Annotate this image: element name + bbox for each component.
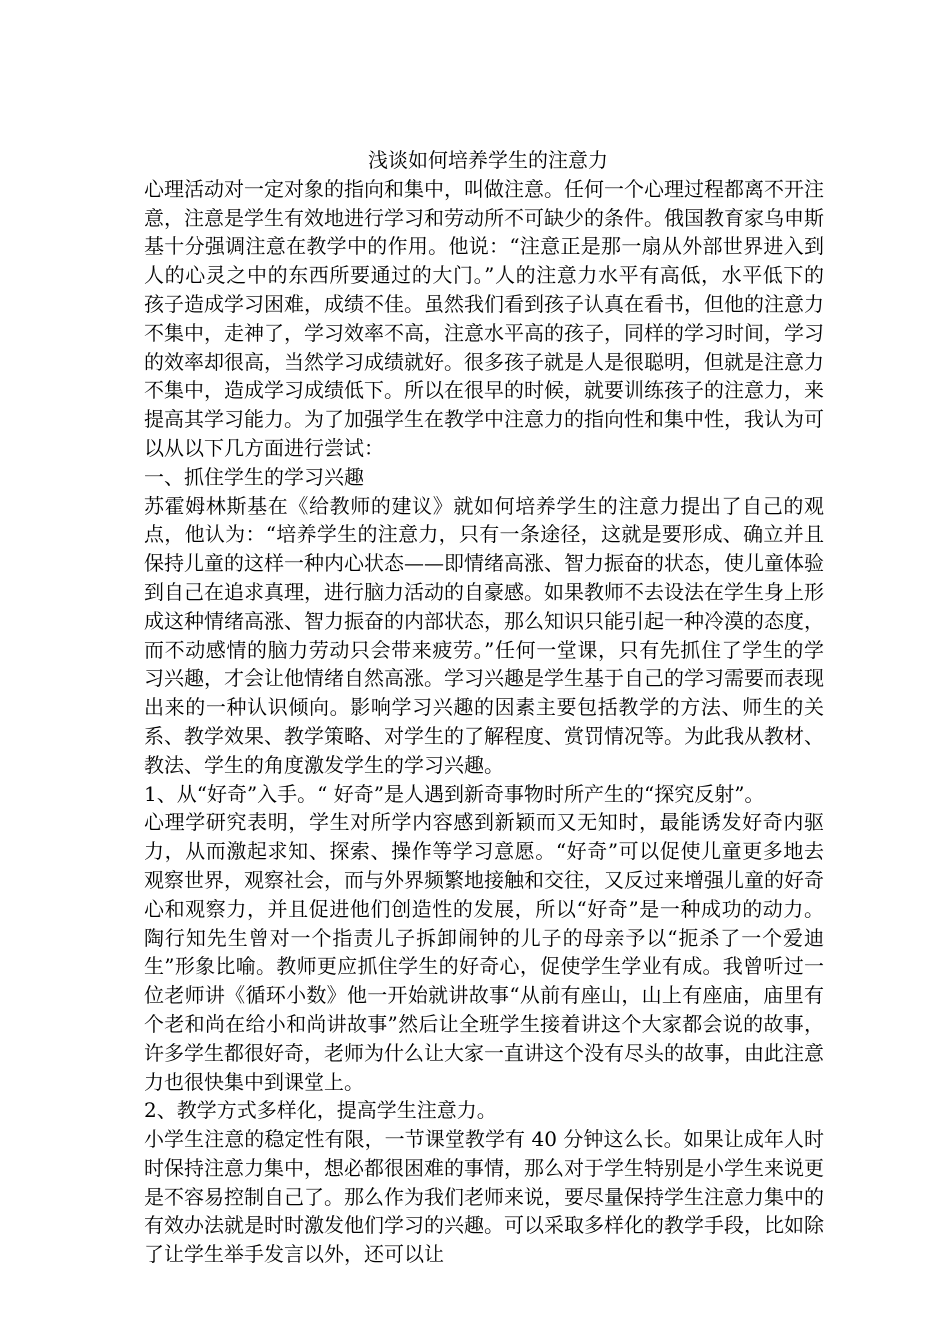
document-title: 浅谈如何培养学生的注意力 <box>368 148 608 172</box>
paragraph-curiosity-heading: 1、从“好奇”入手。“ 好奇”是人遇到新奇事物时所产生的“探究反射”。 <box>144 781 765 806</box>
paragraph-intro: 心理活动对一定对象的指向和集中，叫做注意。任何一个心理过程都离不开注意，注意是学生有效地进行学习和劳动所不可缺少的条件。俄国教育家乌申斯基十分强调注意在教学中的作用。他说：“注意正是那一扇从外部世界进入到人的心灵之中的东西所要通过的大门。”人的注意力水平有高低，水平低下的孩子造成学习困难，成绩不佳。虽然我们看到孩子认真在看书，但他的注意力不集中，走神了，学习效率不高，注意水平高的孩子，同样的学习时间，学习的效率却很高，当然学习成绩就好。很多孩子就是人是很聪明，但就是注意力不集中，造成学习成绩低下。所以在很早的时候，就要训练孩子的注意力，来提高其学习能力。为了加强学生在教学中注意力的指向性和集中性，我认为可以从以下几方面进行尝试： <box>144 176 824 460</box>
paragraph-teaching-methods: 小学生注意的稳定性有限，一节课堂教学有 40 分钟这么长。如果让成年人时时保持注意力集中，想必都很困难的事情，那么对于学生特别是小学生来说更是不容易控制自己了。那么作为我们老师来说，要尽量保持学生注意力集中的有效办法就是时时激发他们学习的兴趣。可以采取多样化的教学手段，比如除了让学生举手发言以外，还可以让 <box>144 1127 824 1267</box>
paragraph-suhomlinsky: 苏霍姆林斯基在《给教师的建议》就如何培养学生的注意力提出了自己的观点，他认为：“培养学生的注意力，只有一条途径，这就是要形成、确立并且保持儿童的这样一种内心状态——即情绪高涨、智力振奋的状态，使儿童体验到自己在追求真理，进行脑力活动的自豪感。如果教师不去设法在学生身上形成这种情绪高涨、智力振奋的内部状态，那么知识只能引起一种冷漠的态度，而不动感情的脑力劳动只会带来疲劳。”任何一堂课，只有先抓住了学生的学习兴趣，才会让他情绪自然高涨。学习兴趣是学生基于自己的学习需要而表现出来的一种认识倾向。影响学习兴趣的因素主要包括教学的方法、师生的关系、教学效果、教学策略、对学生的了解程度、赏罚情况等。为此我从教材、教法、学生的角度激发学生的学习兴趣。 <box>144 493 824 777</box>
section-heading-1: 一、抓住学生的学习兴趣 <box>144 464 364 489</box>
document-body <box>144 146 824 1269</box>
paragraph-curiosity: 心理学研究表明，学生对所学内容感到新颖而又无知时，最能诱发好奇内驱力，从而激起求知、探索、操作等学习意愿。“好奇”可以促使儿童更多地去观察世界，观察社会，而与外界频繁地接触和交往，又反过来增强儿童的好奇心和观察力，并且促进他们创造性的发展，所以“好奇”是一种成功的动力。陶行知先生曾对一个指责儿子拆卸闹钟的儿子的母亲予以“扼杀了一个爱迪生”形象比喻。教师更应抓住学生的好奇心，促使学生学业有成。我曾听过一位老师讲《循环小数》他一开始就讲故事“从前有座山，山上有座庙，庙里有个老和尚在给小和尚讲故事”然后让全班学生接着讲这个大家都会说的故事，许多学生都很好奇，老师为什么让大家一直讲这个没有尽头的故事，由此注意力也很快集中到课堂上。 <box>144 810 824 1094</box>
section-heading-2: 2、教学方式多样化，提高学生注意力。 <box>144 1098 497 1123</box>
